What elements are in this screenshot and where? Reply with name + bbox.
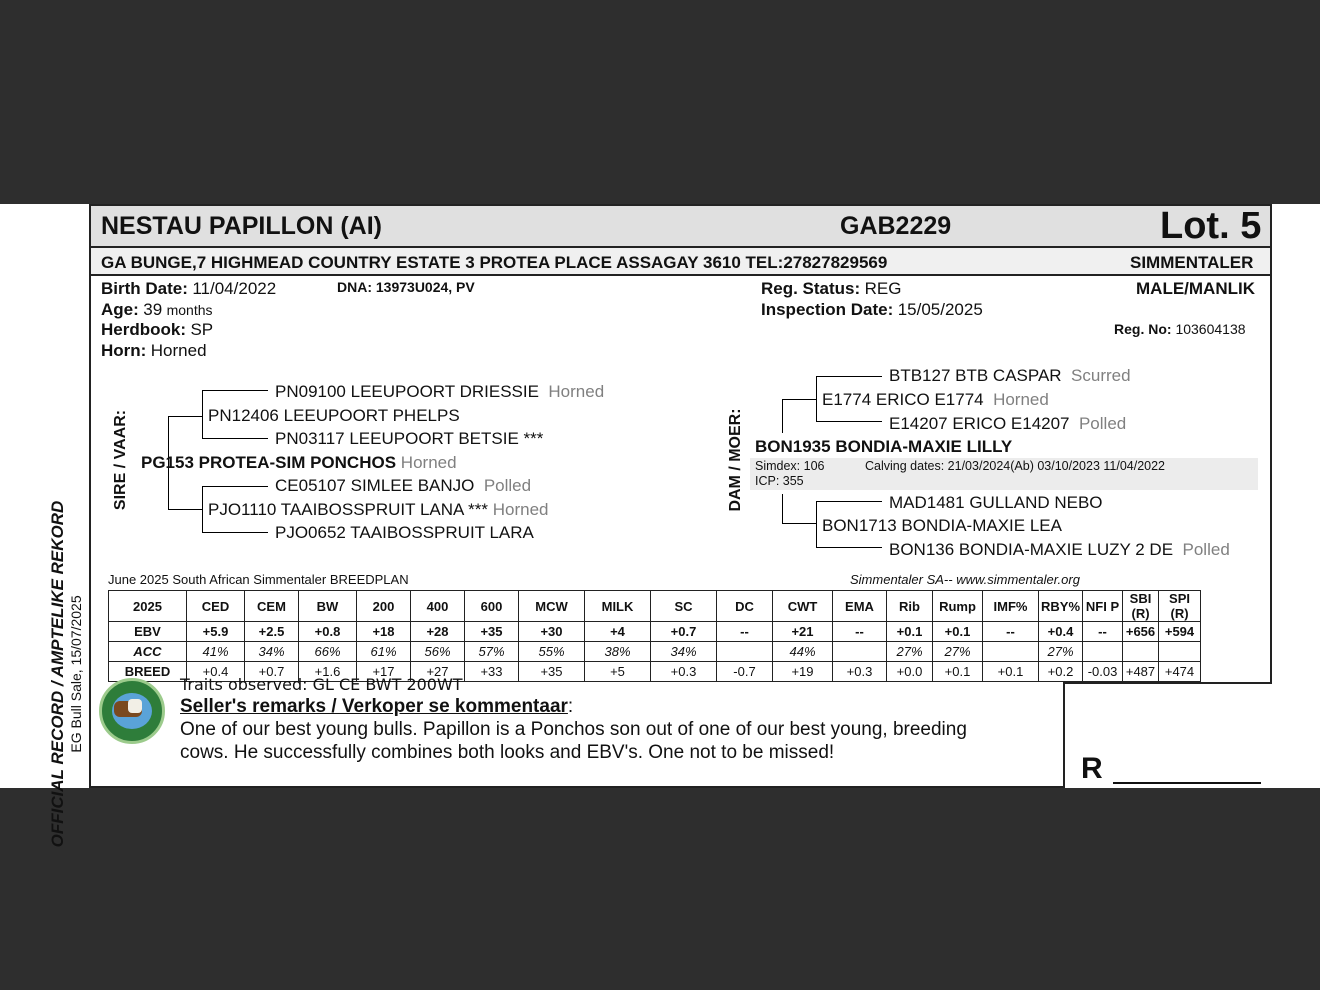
table-cell: 66% xyxy=(299,642,357,662)
header-cell: CED xyxy=(187,591,245,622)
sire-dam: PJO1110 TAAIBOSSPRUIT LANA *** Horned xyxy=(208,500,549,519)
sire-dam-sire: CE05107 SIMLEE BANJO Polled xyxy=(275,476,532,495)
inspection-date: Inspection Date: 15/05/2025 xyxy=(761,300,983,319)
table-cell: -- xyxy=(717,622,773,642)
table-cell: +0.3 xyxy=(833,662,887,682)
table-cell: 41% xyxy=(187,642,245,662)
table-cell: BREED xyxy=(109,662,187,682)
sire-sire-dam: PN03117 LEEUPOORT BETSIE *** xyxy=(275,429,544,448)
official-record-label: OFFICIAL RECORD / AMPTELIKE REKORD xyxy=(48,500,67,848)
header-cell: CEM xyxy=(245,591,299,622)
dam-sire-dam: E14207 ERICO E14207 Polled xyxy=(889,414,1127,433)
table-cell: +27 xyxy=(411,662,465,682)
header-cell: SC xyxy=(651,591,717,622)
table-cell: 34% xyxy=(245,642,299,662)
table-cell xyxy=(1123,642,1159,662)
table-cell xyxy=(717,642,773,662)
table-cell: +1.6 xyxy=(299,662,357,682)
table-cell: +5.9 xyxy=(187,622,245,642)
table-cell: +0.7 xyxy=(651,622,717,642)
header-cell: BW xyxy=(299,591,357,622)
table-cell: 56% xyxy=(411,642,465,662)
header-cell: CWT xyxy=(773,591,833,622)
dam-calving-dates: Calving dates: 21/03/2024(Ab) 03/10/2023 11/04/2022 xyxy=(865,459,1165,473)
reg-status: Reg. Status: REG xyxy=(761,279,902,298)
header-cell: 2025 xyxy=(109,591,187,622)
sire-sire-sire: PN09100 LEEUPOORT DRIESSIE Horned xyxy=(275,382,605,401)
dam-name: BON1935 BONDIA-MAXIE LILLY xyxy=(755,437,1013,456)
table-cell: -0.03 xyxy=(1083,662,1123,682)
dam-dam: BON1713 BONDIA-MAXIE LEA xyxy=(822,516,1062,535)
horn-status: Horn: Horned xyxy=(101,341,207,360)
birth-date: Birth Date: 11/04/2022 xyxy=(101,279,277,298)
table-cell: +18 xyxy=(357,622,411,642)
header-cell: 400 xyxy=(411,591,465,622)
table-cell: +2.5 xyxy=(245,622,299,642)
table-cell: +487 xyxy=(1123,662,1159,682)
table-cell: 34% xyxy=(651,642,717,662)
header-cell: MILK xyxy=(585,591,651,622)
price-input-line[interactable] xyxy=(1113,756,1261,784)
header-cell: EMA xyxy=(833,591,887,622)
header-cell: IMF% xyxy=(983,591,1039,622)
age: Age: 39 months xyxy=(101,300,213,319)
header-cell: SPI (R) xyxy=(1159,591,1201,622)
table-cell: 44% xyxy=(773,642,833,662)
table-cell: +28 xyxy=(411,622,465,642)
header-cell: 200 xyxy=(357,591,411,622)
sale-info-label: EG Bull Sale, 15/07/2025 xyxy=(68,595,84,753)
table-cell: +0.7 xyxy=(245,662,299,682)
sire-dam-dam: PJO0652 TAAIBOSSPRUIT LARA xyxy=(275,523,534,542)
lot-number: Lot. 5 xyxy=(1160,205,1262,247)
table-cell: +0.0 xyxy=(887,662,933,682)
owner-address: GA BUNGE,7 HIGHMEAD COUNTRY ESTATE 3 PROTEA PLACE ASSAGAY 3610 TEL:27827829569 xyxy=(101,253,888,272)
remarks-line-2: cows. He successfully combines both looks and EBV's. One not to be missed! xyxy=(180,742,835,763)
traits-observed: Traits observed: GL CE BWT 200WT xyxy=(180,675,463,694)
sale-record-card xyxy=(0,204,1320,848)
table-cell: -- xyxy=(1083,622,1123,642)
breed-label: SIMMENTALER xyxy=(1130,253,1254,272)
table-cell xyxy=(833,642,887,662)
header-cell: MCW xyxy=(519,591,585,622)
header-cell: Rump xyxy=(933,591,983,622)
dna-info: DNA: 13973U024, PV xyxy=(337,279,475,295)
header-cell: NFI P xyxy=(1083,591,1123,622)
table-cell: +35 xyxy=(519,662,585,682)
dam-simdex: Simdex: 106 xyxy=(755,459,825,473)
acc-row xyxy=(109,642,1201,662)
ebv-header-row xyxy=(109,591,1201,622)
simmentaler-logo-icon xyxy=(99,678,165,744)
table-cell: +0.1 xyxy=(887,622,933,642)
table-cell: ACC xyxy=(109,642,187,662)
table-cell: 27% xyxy=(933,642,983,662)
price-box[interactable] xyxy=(1063,682,1272,788)
dam-dam-dam: BON136 BONDIA-MAXIE LUZY 2 DE Polled xyxy=(889,540,1230,559)
table-cell: +35 xyxy=(465,622,519,642)
table-cell: 61% xyxy=(357,642,411,662)
table-cell: EBV xyxy=(109,622,187,642)
table-cell: 27% xyxy=(1039,642,1083,662)
table-cell: +30 xyxy=(519,622,585,642)
sire-name: PG153 PROTEA-SIM PONCHOS Horned xyxy=(141,453,457,472)
dam-icp: ICP: 355 xyxy=(755,474,804,488)
sire-label: SIRE / VAAR: xyxy=(112,409,129,511)
table-cell: +0.3 xyxy=(651,662,717,682)
table-cell: +0.1 xyxy=(933,662,983,682)
ebv-table xyxy=(108,590,1201,682)
header-cell: SBI (R) xyxy=(1123,591,1159,622)
table-cell: +33 xyxy=(465,662,519,682)
price-currency-label: R xyxy=(1081,752,1103,785)
table-cell: +0.4 xyxy=(187,662,245,682)
table-cell: +19 xyxy=(773,662,833,682)
table-cell: 57% xyxy=(465,642,519,662)
sire-sire: PN12406 LEEUPOORT PHELPS xyxy=(208,406,460,425)
sex-label: MALE/MANLIK xyxy=(1136,279,1255,298)
table-cell: +0.2 xyxy=(1039,662,1083,682)
animal-name: NESTAU PAPILLON (AI) xyxy=(101,212,383,240)
table-cell xyxy=(983,642,1039,662)
table-cell: +656 xyxy=(1123,622,1159,642)
table-cell xyxy=(1159,642,1201,662)
table-cell: +0.1 xyxy=(933,622,983,642)
header-cell: Rib xyxy=(887,591,933,622)
table-cell: +594 xyxy=(1159,622,1201,642)
breedplan-caption: June 2025 South African Simmentaler BREEDPLAN xyxy=(108,572,409,587)
herdbook: Herdbook: SP xyxy=(101,320,214,339)
animal-id: GAB2229 xyxy=(840,212,952,240)
reg-number: Reg. No: 103604138 xyxy=(1114,321,1246,337)
remarks-line-1: One of our best young bulls. Papillon is a Ponchos son out of one of our best young, breeding xyxy=(180,719,967,740)
table-cell: +21 xyxy=(773,622,833,642)
table-cell: +0.8 xyxy=(299,622,357,642)
dam-label: DAM / MOER: xyxy=(727,408,744,512)
table-cell: +5 xyxy=(585,662,651,682)
table-cell: +17 xyxy=(357,662,411,682)
header-cell: RBY% xyxy=(1039,591,1083,622)
table-cell xyxy=(1083,642,1123,662)
breedplan-website: Simmentaler SA-- www.simmentaler.org xyxy=(850,572,1080,587)
dam-sire: E1774 ERICO E1774 Horned xyxy=(822,390,1049,409)
table-cell: 55% xyxy=(519,642,585,662)
header-cell: 600 xyxy=(465,591,519,622)
table-cell: 27% xyxy=(887,642,933,662)
remarks-heading: Seller's remarks / Verkoper se kommentaar: xyxy=(180,696,574,717)
table-cell: -- xyxy=(833,622,887,642)
table-cell: 38% xyxy=(585,642,651,662)
table-cell: +4 xyxy=(585,622,651,642)
table-cell: -- xyxy=(983,622,1039,642)
ebv-row xyxy=(109,622,1201,642)
header-cell: DC xyxy=(717,591,773,622)
table-cell: -0.7 xyxy=(717,662,773,682)
table-cell: +474 xyxy=(1159,662,1201,682)
table-cell: +0.4 xyxy=(1039,622,1083,642)
dam-sire-sire: BTB127 BTB CASPAR Scurred xyxy=(889,366,1131,385)
dam-dam-sire: MAD1481 GULLAND NEBO xyxy=(889,493,1103,512)
table-cell: +0.1 xyxy=(983,662,1039,682)
